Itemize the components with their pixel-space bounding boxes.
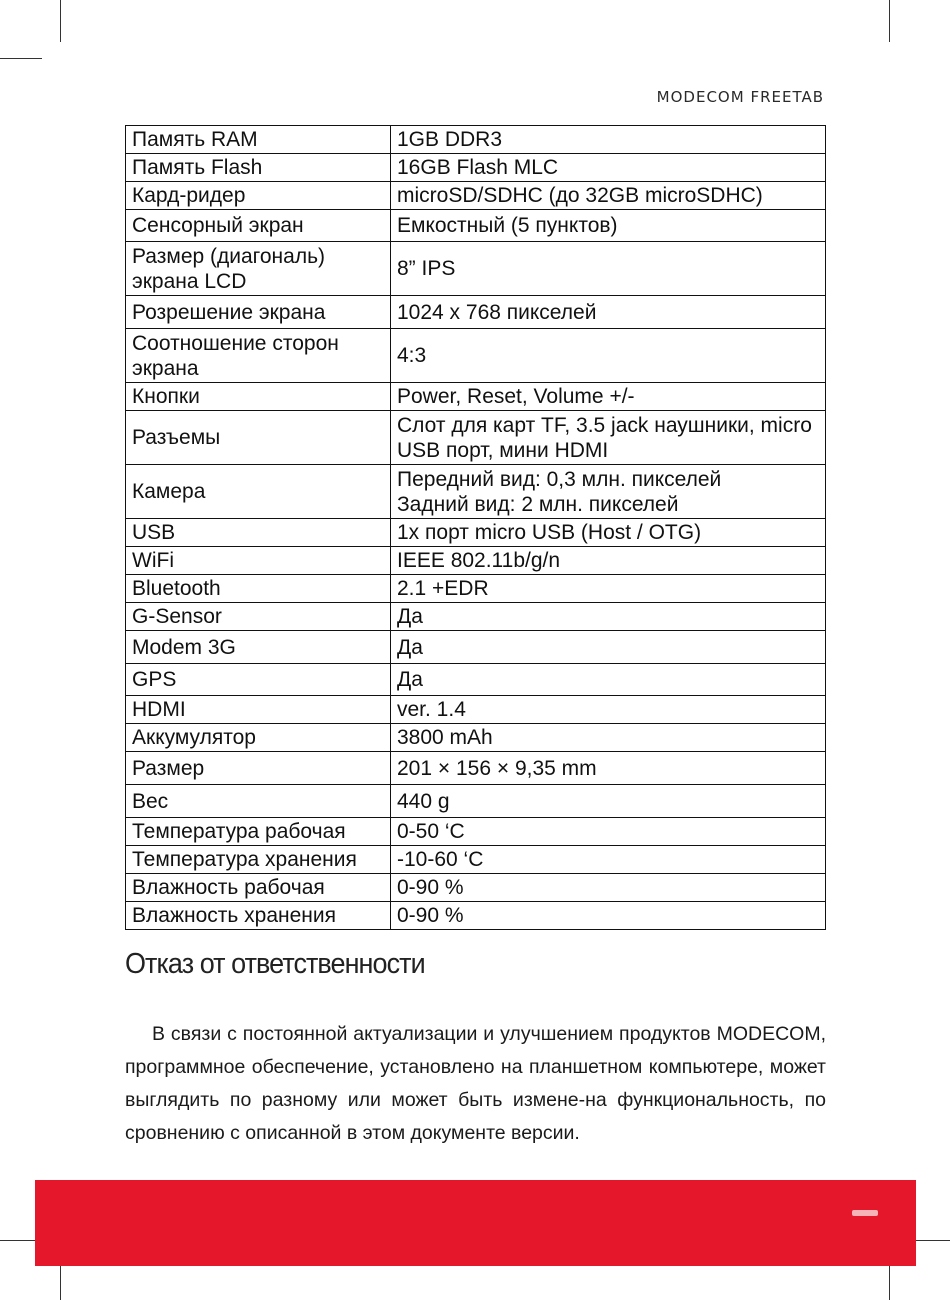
spec-key: Память Flash xyxy=(126,154,391,182)
spec-key: WiFi xyxy=(126,547,391,575)
spec-row xyxy=(126,547,826,575)
spec-value: -10-60 ‘C xyxy=(391,846,826,874)
page-header-brand: MODECOM FREETAB xyxy=(656,88,824,106)
spec-row xyxy=(126,383,826,411)
spec-key: Сенсорный экран xyxy=(126,210,391,242)
spec-value: 4:3 xyxy=(391,329,826,383)
spec-value: Передний вид: 0,3 млн. пикселей Задний вид: 2 млн. пикселей xyxy=(391,465,826,519)
spec-row xyxy=(126,575,826,603)
spec-row xyxy=(126,785,826,818)
spec-key: Розрешение экрана xyxy=(126,296,391,329)
spec-row xyxy=(126,182,826,210)
spec-value: 2.1 +EDR xyxy=(391,575,826,603)
spec-key: Память RAM xyxy=(126,126,391,154)
spec-key: Bluetooth xyxy=(126,575,391,603)
spec-value: 0-90 % xyxy=(391,902,826,930)
spec-value: Емкостный (5 пунктов) xyxy=(391,210,826,242)
spec-value: microSD/SDHC (до 32GB microSDHC) xyxy=(391,182,826,210)
spec-row xyxy=(126,329,826,383)
spec-value: 1GB DDR3 xyxy=(391,126,826,154)
spec-key: Разъемы xyxy=(126,411,391,465)
spec-key: Размер (диагональ) экрана LCD xyxy=(126,242,391,296)
spec-row xyxy=(126,465,826,519)
spec-key: Камера xyxy=(126,465,391,519)
spec-key: Вес xyxy=(126,785,391,818)
spec-value: Да xyxy=(391,603,826,631)
specs-table xyxy=(125,125,826,930)
spec-row xyxy=(126,902,826,930)
spec-key: Влажность хранения xyxy=(126,902,391,930)
spec-value: 8” IPS xyxy=(391,242,826,296)
spec-row xyxy=(126,210,826,242)
spec-value: ver. 1.4 xyxy=(391,696,826,724)
spec-row xyxy=(126,752,826,785)
spec-key: G-Sensor xyxy=(126,603,391,631)
spec-row xyxy=(126,603,826,631)
spec-value: Да xyxy=(391,631,826,664)
spec-key: HDMI xyxy=(126,696,391,724)
spec-row xyxy=(126,846,826,874)
spec-row xyxy=(126,519,826,547)
section-title: Отказ от ответственности xyxy=(125,948,425,980)
crop-mark xyxy=(889,0,890,42)
spec-value: 201 × 156 × 9,35 mm xyxy=(391,752,826,785)
spec-value: 16GB Flash MLC xyxy=(391,154,826,182)
spec-row xyxy=(126,664,826,696)
spec-value: Power, Reset, Volume +/- xyxy=(391,383,826,411)
spec-key: Modem 3G xyxy=(126,631,391,664)
spec-key: GPS xyxy=(126,664,391,696)
spec-value: 1024 x 768 пикселей xyxy=(391,296,826,329)
crop-mark xyxy=(60,0,61,42)
spec-value: 440 g xyxy=(391,785,826,818)
specs-table-body xyxy=(126,126,826,930)
spec-row xyxy=(126,631,826,664)
spec-row xyxy=(126,818,826,846)
spec-row xyxy=(126,296,826,329)
spec-key: Размер xyxy=(126,752,391,785)
spec-row xyxy=(126,242,826,296)
footer-bar xyxy=(35,1180,916,1266)
spec-value: 3800 mAh xyxy=(391,724,826,752)
spec-key: Кард-ридер xyxy=(126,182,391,210)
crop-mark xyxy=(0,58,42,59)
spec-row xyxy=(126,154,826,182)
spec-key: Соотношение сторон экрана xyxy=(126,329,391,383)
spec-key: Аккумулятор xyxy=(126,724,391,752)
spec-row xyxy=(126,126,826,154)
spec-value: Да xyxy=(391,664,826,696)
spec-row xyxy=(126,874,826,902)
spec-value: 0-50 ‘C xyxy=(391,818,826,846)
spec-value: 1x порт micro USB (Host / OTG) xyxy=(391,519,826,547)
spec-row xyxy=(126,411,826,465)
spec-key: Влажность рабочая xyxy=(126,874,391,902)
spec-key: Кнопки xyxy=(126,383,391,411)
spec-key: Температура хранения xyxy=(126,846,391,874)
spec-value: 0-90 % xyxy=(391,874,826,902)
spec-key: USB xyxy=(126,519,391,547)
footer-mark xyxy=(852,1210,878,1216)
spec-value: IEEE 802.11b/g/n xyxy=(391,547,826,575)
spec-row xyxy=(126,724,826,752)
spec-value: Слот для карт TF, 3.5 jack наушники, micro USB порт, мини HDMI xyxy=(391,411,826,465)
spec-row xyxy=(126,696,826,724)
disclaimer-paragraph: В связи с постоянной актуализации и улучшением продуктов MODECOM, программное обеспечение, установлено на планшетном компьютере, может выглядить по разному или может быть измене-на функциональность, по сровнению с описанной в этом документе версии. xyxy=(125,1023,826,1144)
spec-key: Температура рабочая xyxy=(126,818,391,846)
